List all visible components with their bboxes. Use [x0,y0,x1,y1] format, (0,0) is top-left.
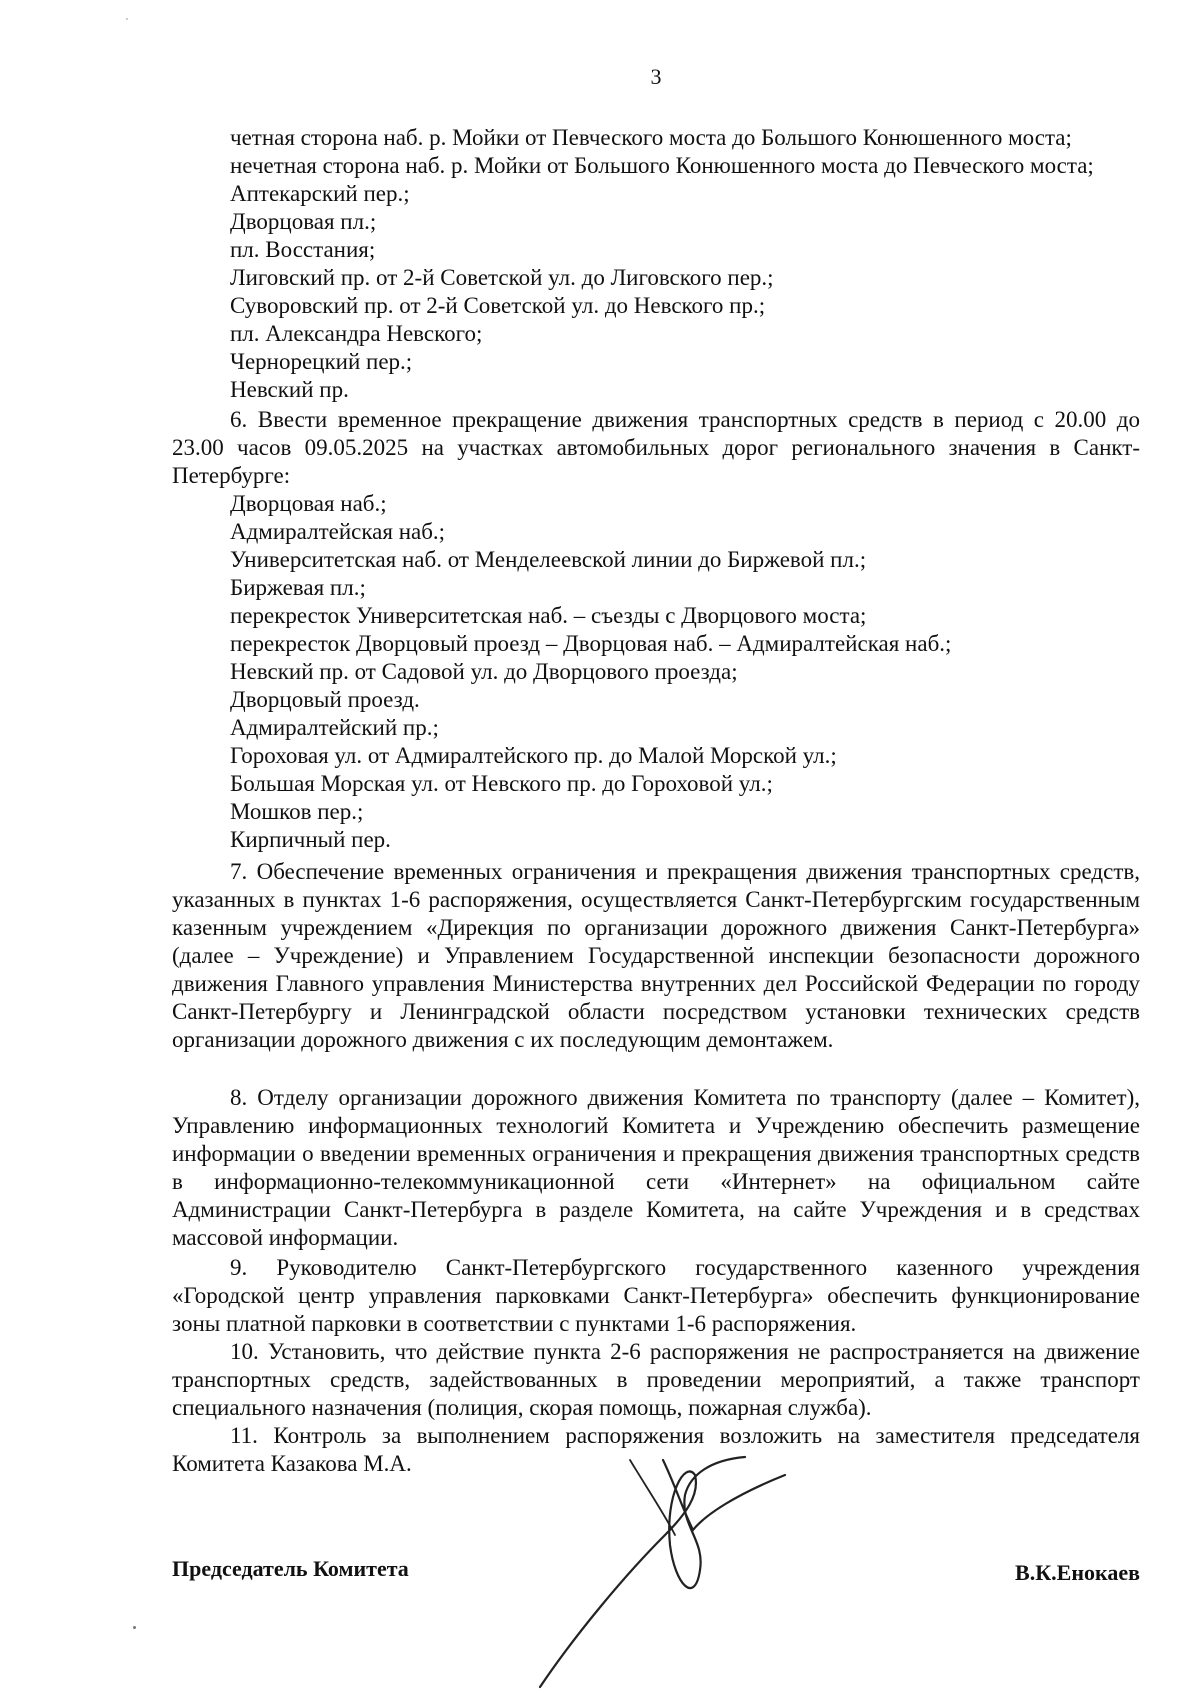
page-number: 3 [650,64,662,89]
paragraph-item-6: 6. Ввести временное прекращение движения транспортных средств в период с 20.00 до 23.00 часов 09.05.2025 на участках автомобильных дорог регионального значения в Санкт-Петербурге: [172,407,1140,488]
list-item: Мошков пер.; [230,799,364,824]
list-item: Большая Морская ул. от Невского пр. до Гороховой ул.; [230,771,773,796]
list-item: Адмиралтейский пр.; [230,715,439,740]
list-item: перекресток Университетская наб. – съезды с Дворцового моста; [230,603,867,628]
list-item: Суворовский пр. от 2-й Советской ул. до Невского пр.; [230,293,766,318]
list-item: Дворцовая наб.; [230,491,387,516]
list-item: Невский пр. [230,377,349,402]
list-item: Невский пр. от Садовой ул. до Дворцового проезда; [230,659,738,684]
paragraph-item-7: 7. Обеспечение временных ограничения и прекращения движения транспортных средств, указанных в пунктах 1-6 распоряжения, осуществляется Санкт-Петербургским государственным казенным учреждением «Дирекция по организации дорожного движения Санкт-Петербурга» (далее – Учреждение) и Управлением Государственной инспекции безопасности дорожного движения Главного управления Министерства внутренних дел Российской Федерации по городу Санкт-Петербургу и Ленинградской области посредством установки технических средств организации дорожного движения с их последующим демонтажем. [172,859,1140,1052]
list-item: четная сторона наб. р. Мойки от Певческого моста до Большого Конюшенного моста; [230,125,1072,150]
list-item: пл. Восстания; [230,237,376,262]
list-item: перекресток Дворцовый проезд – Дворцовая наб. – Адмиралтейская наб.; [230,631,952,656]
list-item: Биржевая пл.; [230,575,366,600]
list-item: Дворцовая пл.; [230,209,377,234]
list-item: пл. Александра Невского; [230,321,483,346]
handwritten-signature [535,1455,795,1695]
paragraph-item-9: 9. Руководителю Санкт-Петербургского государственного казенного учреждения «Городской центр управления парковками Санкт-Петербурга» обеспечить функционирование зоны платной парковки в соответствии с пунктами 1-6 распоряжения. [172,1255,1140,1336]
list-item: Адмиралтейская наб.; [230,519,446,544]
list-item: Кирпичный пер. [230,827,391,852]
scan-speck [126,18,128,20]
paragraph-item-11: 11. Контроль за выполнением распоряжения возложить на заместителя председателя Комитета Казакова М.А. [172,1423,1140,1476]
list-item: Университетская наб. от Менделеевской линии до Биржевой пл.; [230,547,867,572]
list-item: Гороховая ул. от Адмиралтейского пр. до Малой Морской ул.; [230,743,837,768]
signatory-name: В.К.Енокаев [1015,1560,1140,1585]
list-item: Чернорецкий пер.; [230,349,413,374]
list-item: Лиговский пр. от 2-й Советской ул. до Лиговского пер.; [230,265,774,290]
paragraph-item-10: 10. Установить, что действие пункта 2-6 распоряжения не распространяется на движение транспортных средств, задействованных в проведении мероприятий, а также транспорт специального назначения (полиция, скорая помощь, пожарная служба). [172,1339,1140,1420]
signatory-position: Председатель Комитета [172,1556,409,1581]
scan-speck [133,1626,136,1629]
paragraph-item-8: 8. Отделу организации дорожного движения Комитета по транспорту (далее – Комитет), Управлению информационных технологий Комитета и Учреждению обеспечить размещение информации о введении временных ограничения и прекращения движения транспортных средств в информационно-телекоммуникационной сети «Интернет» на официальном сайте Администрации Санкт-Петербурга в разделе Комитета, на сайте Учреждения и в средствах массовой информации. [172,1085,1140,1250]
list-item: Дворцовый проезд. [230,687,420,712]
list-item: нечетная сторона наб. р. Мойки от Большого Конюшенного моста до Певческого моста; [230,153,1094,178]
list-item: Аптекарский пер.; [230,181,410,206]
